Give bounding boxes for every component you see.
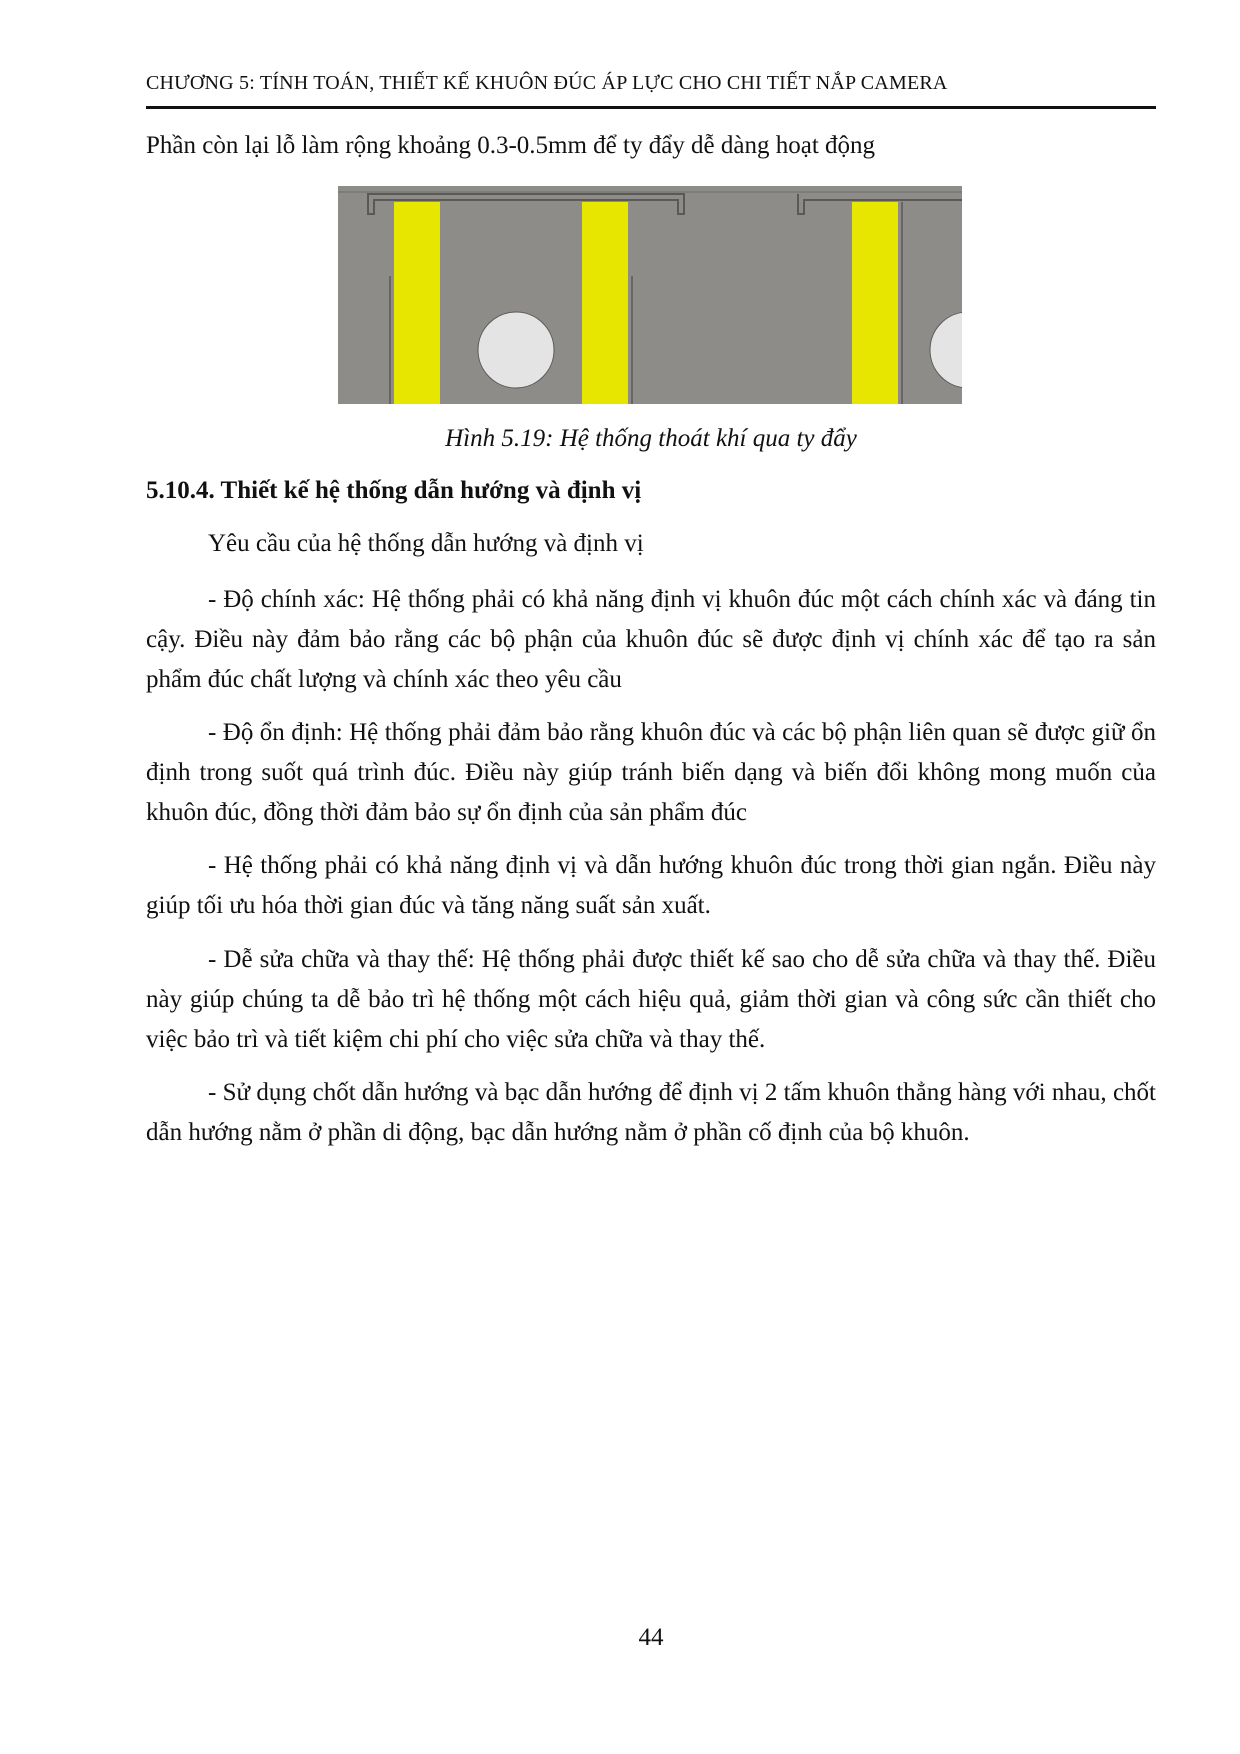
section-heading: 5.10.4. Thiết kế hệ thống dẫn hướng và định vị	[146, 477, 642, 504]
paragraph-maintenance: - Dễ sửa chữa và thay thế: Hệ thống phải được thiết kế sao cho dễ sửa chữa và thay thế. Điều này giúp chúng ta dễ bảo trì hệ thống một cách hiệu quả, giảm thời gian và công sức cần thiết cho việc bảo trì và tiết kiệm chi phí cho việc sửa chữa và thay thế.	[146, 946, 1156, 1053]
figure-caption: Hình 5.19: Hệ thống thoát khí qua ty đẩy	[445, 425, 857, 452]
ejector-pin-vent-figure	[338, 186, 962, 404]
page-number: 44	[638, 1624, 664, 1651]
paragraph-stability: - Độ ổn định: Hệ thống phải đảm bảo rằng khuôn đúc và các bộ phận liên quan sẽ được giữ ổn định trong suốt quá trình đúc. Điều này giúp tránh biến dạng và biến đổi không mong muốn của khuôn đúc, đồng thời đảm bảo sự ổn định của sản phẩm đúc	[146, 719, 1156, 826]
ejector-pin-3	[852, 202, 898, 404]
intro-text: Phần còn lại lỗ làm rộng khoảng 0.3-0.5mm để ty đẩy dễ dàng hoạt động	[146, 132, 876, 159]
paragraph-speed: - Hệ thống phải có khả năng định vị và dẫn hướng khuôn đúc trong thời gian ngắn. Điều này giúp tối ưu hóa thời gian đúc và tăng năng suất sản xuất.	[146, 852, 1156, 919]
ejector-pin-1	[394, 202, 440, 404]
ejector-pin-2	[582, 202, 628, 404]
paragraph-accuracy: - Độ chính xác: Hệ thống phải có khả năng định vị khuôn đúc một cách chính xác và đáng tin cậy. Điều này đảm bảo rằng các bộ phận của khuôn đúc sẽ được định vị chính xác để tạo ra sản phẩm đúc chất lượng và chính xác theo yêu cầu	[146, 586, 1156, 693]
paragraph-guide-pins: - Sử dụng chốt dẫn hướng và bạc dẫn hướng để định vị 2 tấm khuôn thẳng hàng với nhau, chốt dẫn hướng nằm ở phần di động, bạc dẫn hướng nằm ở phần cố định của bộ khuôn.	[146, 1079, 1156, 1146]
running-header: CHƯƠNG 5: TÍNH TOÁN, THIẾT KẾ KHUÔN ĐÚC ÁP LỰC CHO CHI TIẾT NẮP CAMERA	[146, 72, 948, 94]
section-lead: Yêu cầu của hệ thống dẫn hướng và định vị	[208, 530, 644, 557]
cooling-hole-1	[478, 312, 554, 388]
header-rule	[146, 106, 1156, 109]
